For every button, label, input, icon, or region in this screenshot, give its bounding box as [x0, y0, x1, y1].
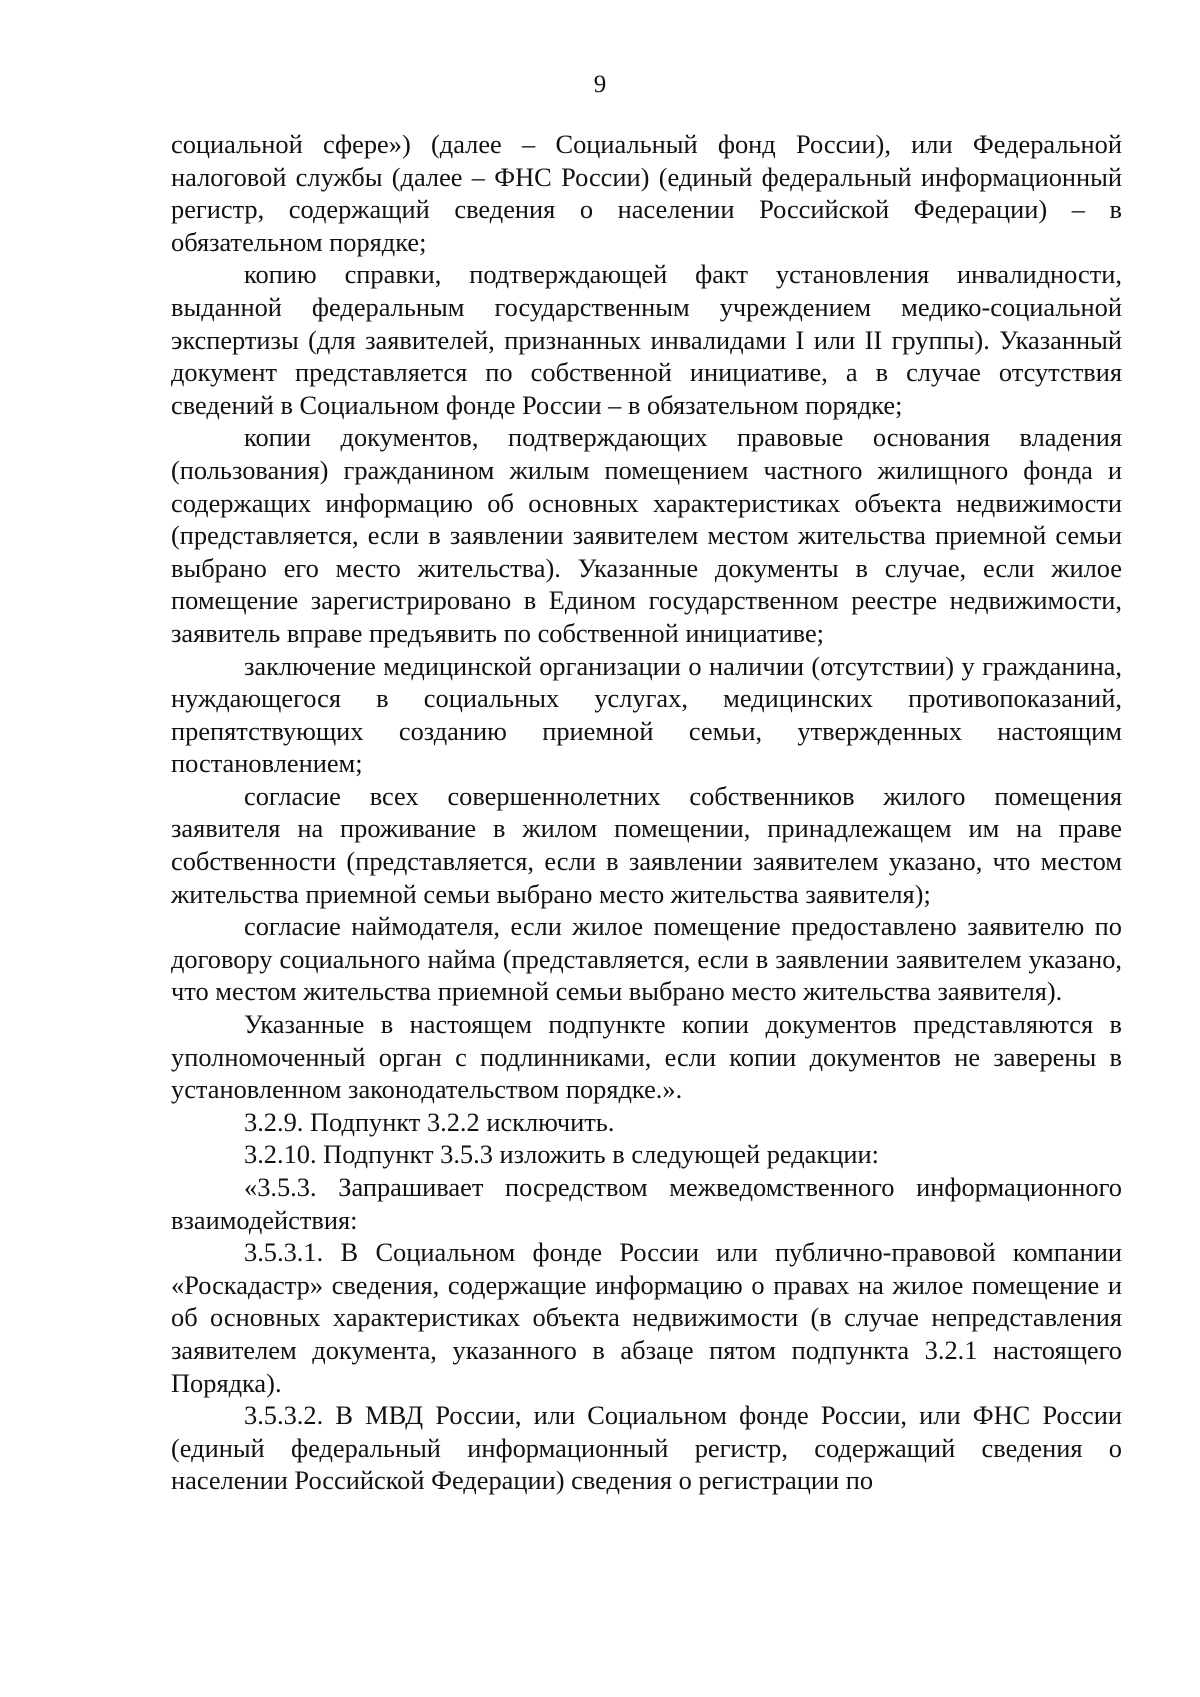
paragraph-3-5-3: «3.5.3. Запрашивает посредством межведомственного информационного взаимодействия:: [171, 1172, 1122, 1235]
paragraph-copies-note: Указанные в настоящем подпункте копии документов представляются в уполномоченный орган с подлинниками, если копии документов не заверены в установленном законодательством порядке.».: [171, 1009, 1122, 1105]
paragraph-3-5-3-1: 3.5.3.1. В Социальном фонде России или публично-правовой компании «Роскадастр» сведения, содержащие информацию о правах на жилое помещение и об основных характеристиках объекта недвижимости (в случае непредставления заявителем документа, указанного в абзаце пятом подпункта 3.2.1 настоящего Порядка).: [171, 1237, 1122, 1398]
paragraph-disability-certificate: копию справки, подтверждающей факт установления инвалидности, выданной федеральным государственным учреждением медико-социальной экспертизы (для заявителей, признанных инвалидами I или II группы). Указанный документ представляется по собственной инициативе, а в случае отсутствия сведений в Социальном фонде России – в обязательном порядке;: [171, 259, 1122, 420]
paragraph-owners-consent: согласие всех совершеннолетних собственников жилого помещения заявителя на проживание в жилом помещении, принадлежащем им на праве собственности (представляется, если в заявлении заявителем указано, что местом жительства приемной семьи выбрано место жительства заявителя);: [171, 780, 1122, 909]
paragraph-3-2-9: 3.2.9. Подпункт 3.2.2 исключить.: [244, 1106, 615, 1137]
page-number: 9: [593, 71, 607, 98]
document-body: [171, 128, 1122, 1497]
paragraph-housing-documents: копии документов, подтверждающих правовые основания владения (пользования) гражданином жилым помещением частного жилищного фонда и содержащих информацию об основных характеристиках объекта недвижимости (представляется, если в заявлении заявителем местом жительства приемной семьи выбрано его место жительства). Указанные документы в случае, если жилое помещение зарегистрировано в Едином государственном реестре недвижимости, заявитель вправе предъявить по собственной инициативе;: [171, 422, 1122, 648]
paragraph-3-5-3-2: 3.5.3.2. В МВД России, или Социальном фонде России, или ФНС России (единый федеральный информационный регистр, содержащий сведения о населении Российской Федерации) сведения о регистрации по: [171, 1400, 1122, 1496]
paragraph-medical-conclusion: заключение медицинской организации о наличии (отсутствии) у гражданина, нуждающегося в социальных услугах, медицинских противопоказаний, препятствующих созданию приемной семьи, утвержденных настоящим постановлением;: [171, 650, 1122, 779]
paragraph-landlord-consent: согласие наймодателя, если жилое помещение предоставлено заявителю по договору социального найма (представляется, если в заявлении заявителем указано, что местом жительства приемной семьи выбрано место жительства заявителя).: [171, 911, 1122, 1007]
paragraph-continuation: социальной сфере») (далее – Социальный фонд России), или Федеральной налоговой службы (далее – ФНС России) (единый федеральный информационный регистр, содержащий сведения о населении Российской Федерации) – в обязательном порядке;: [171, 129, 1122, 257]
paragraph-3-2-10: 3.2.10. Подпункт 3.5.3 изложить в следующей редакции:: [244, 1139, 879, 1170]
